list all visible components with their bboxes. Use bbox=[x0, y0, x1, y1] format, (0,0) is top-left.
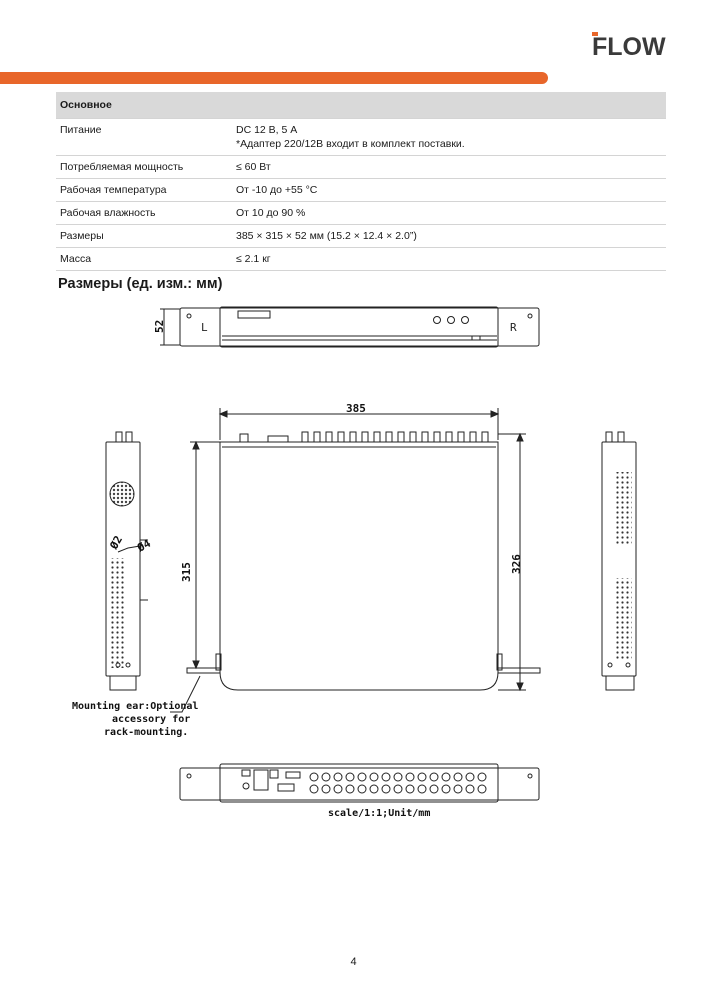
top-depth-dim: 315 bbox=[180, 562, 193, 582]
front-view bbox=[160, 307, 539, 347]
hole-diameter-large: Ø4 bbox=[135, 536, 153, 555]
fan-grill-icon bbox=[110, 482, 134, 506]
vent-holes bbox=[614, 472, 632, 544]
spec-value: От 10 до 90 % bbox=[232, 202, 666, 225]
front-label-left: L bbox=[201, 321, 208, 334]
lan-port-icon bbox=[270, 770, 278, 778]
section-title: Размеры (ед. изм.: мм) bbox=[58, 276, 223, 292]
spec-key: Масса bbox=[56, 248, 232, 271]
front-button-icon bbox=[434, 317, 441, 324]
front-button-icon bbox=[448, 317, 455, 324]
page-number: 4 bbox=[350, 956, 357, 968]
front-button-icon bbox=[462, 317, 469, 324]
spec-value: ≤ 2.1 кг bbox=[232, 248, 666, 271]
power-port-icon bbox=[242, 770, 250, 776]
spec-key: Потребляемая мощность bbox=[56, 156, 232, 179]
usb-port-icon bbox=[472, 336, 480, 340]
mounting-note-line2: accessory for bbox=[112, 714, 191, 725]
rear-bnc-connectors bbox=[310, 773, 486, 793]
logo-text: FLOW bbox=[592, 33, 666, 60]
spec-value: 385 × 315 × 52 мм (15.2 × 12.4 × 2.0”) bbox=[232, 225, 666, 248]
spec-key: Питание bbox=[56, 119, 232, 156]
mounting-note-line1: Mounting ear:Optional bbox=[72, 701, 199, 712]
vga-port-icon bbox=[278, 784, 294, 791]
top-body bbox=[220, 442, 498, 690]
rear-bnc-connectors bbox=[302, 432, 488, 442]
vent-holes bbox=[614, 578, 632, 660]
top-total-depth-dim: 326 bbox=[510, 554, 523, 574]
front-height-dim: 52 bbox=[153, 319, 166, 333]
scale-note: scale/1:1;Unit/mm bbox=[328, 808, 431, 819]
spec-key: Рабочая температура bbox=[56, 179, 232, 202]
front-body bbox=[220, 307, 498, 347]
mounting-note-line3: rack-mounting. bbox=[104, 727, 189, 738]
spec-value-line: DC 12 В, 5 А bbox=[236, 124, 298, 136]
right-side-view bbox=[602, 432, 636, 690]
spec-value-note: *Адаптер 220/12В входит в комплект поставки. bbox=[236, 138, 465, 150]
spec-key: Рабочая влажность bbox=[56, 202, 232, 225]
front-display bbox=[238, 311, 270, 318]
spec-table-header: Основное bbox=[56, 92, 666, 119]
left-side-view bbox=[106, 432, 148, 690]
terminal-block-icon bbox=[254, 770, 268, 790]
hole-diameter-small: Ø2 bbox=[107, 533, 126, 552]
vent-holes bbox=[110, 558, 124, 668]
spec-value: ≤ 60 Вт bbox=[232, 156, 666, 179]
hdmi-port-icon bbox=[286, 772, 300, 778]
front-label-right: R bbox=[510, 321, 517, 334]
spec-value: От -10 до +55 °С bbox=[232, 179, 666, 202]
spec-key: Размеры bbox=[56, 225, 232, 248]
top-width-dim: 385 bbox=[346, 402, 366, 415]
rear-view bbox=[180, 764, 539, 802]
top-view bbox=[170, 408, 540, 712]
